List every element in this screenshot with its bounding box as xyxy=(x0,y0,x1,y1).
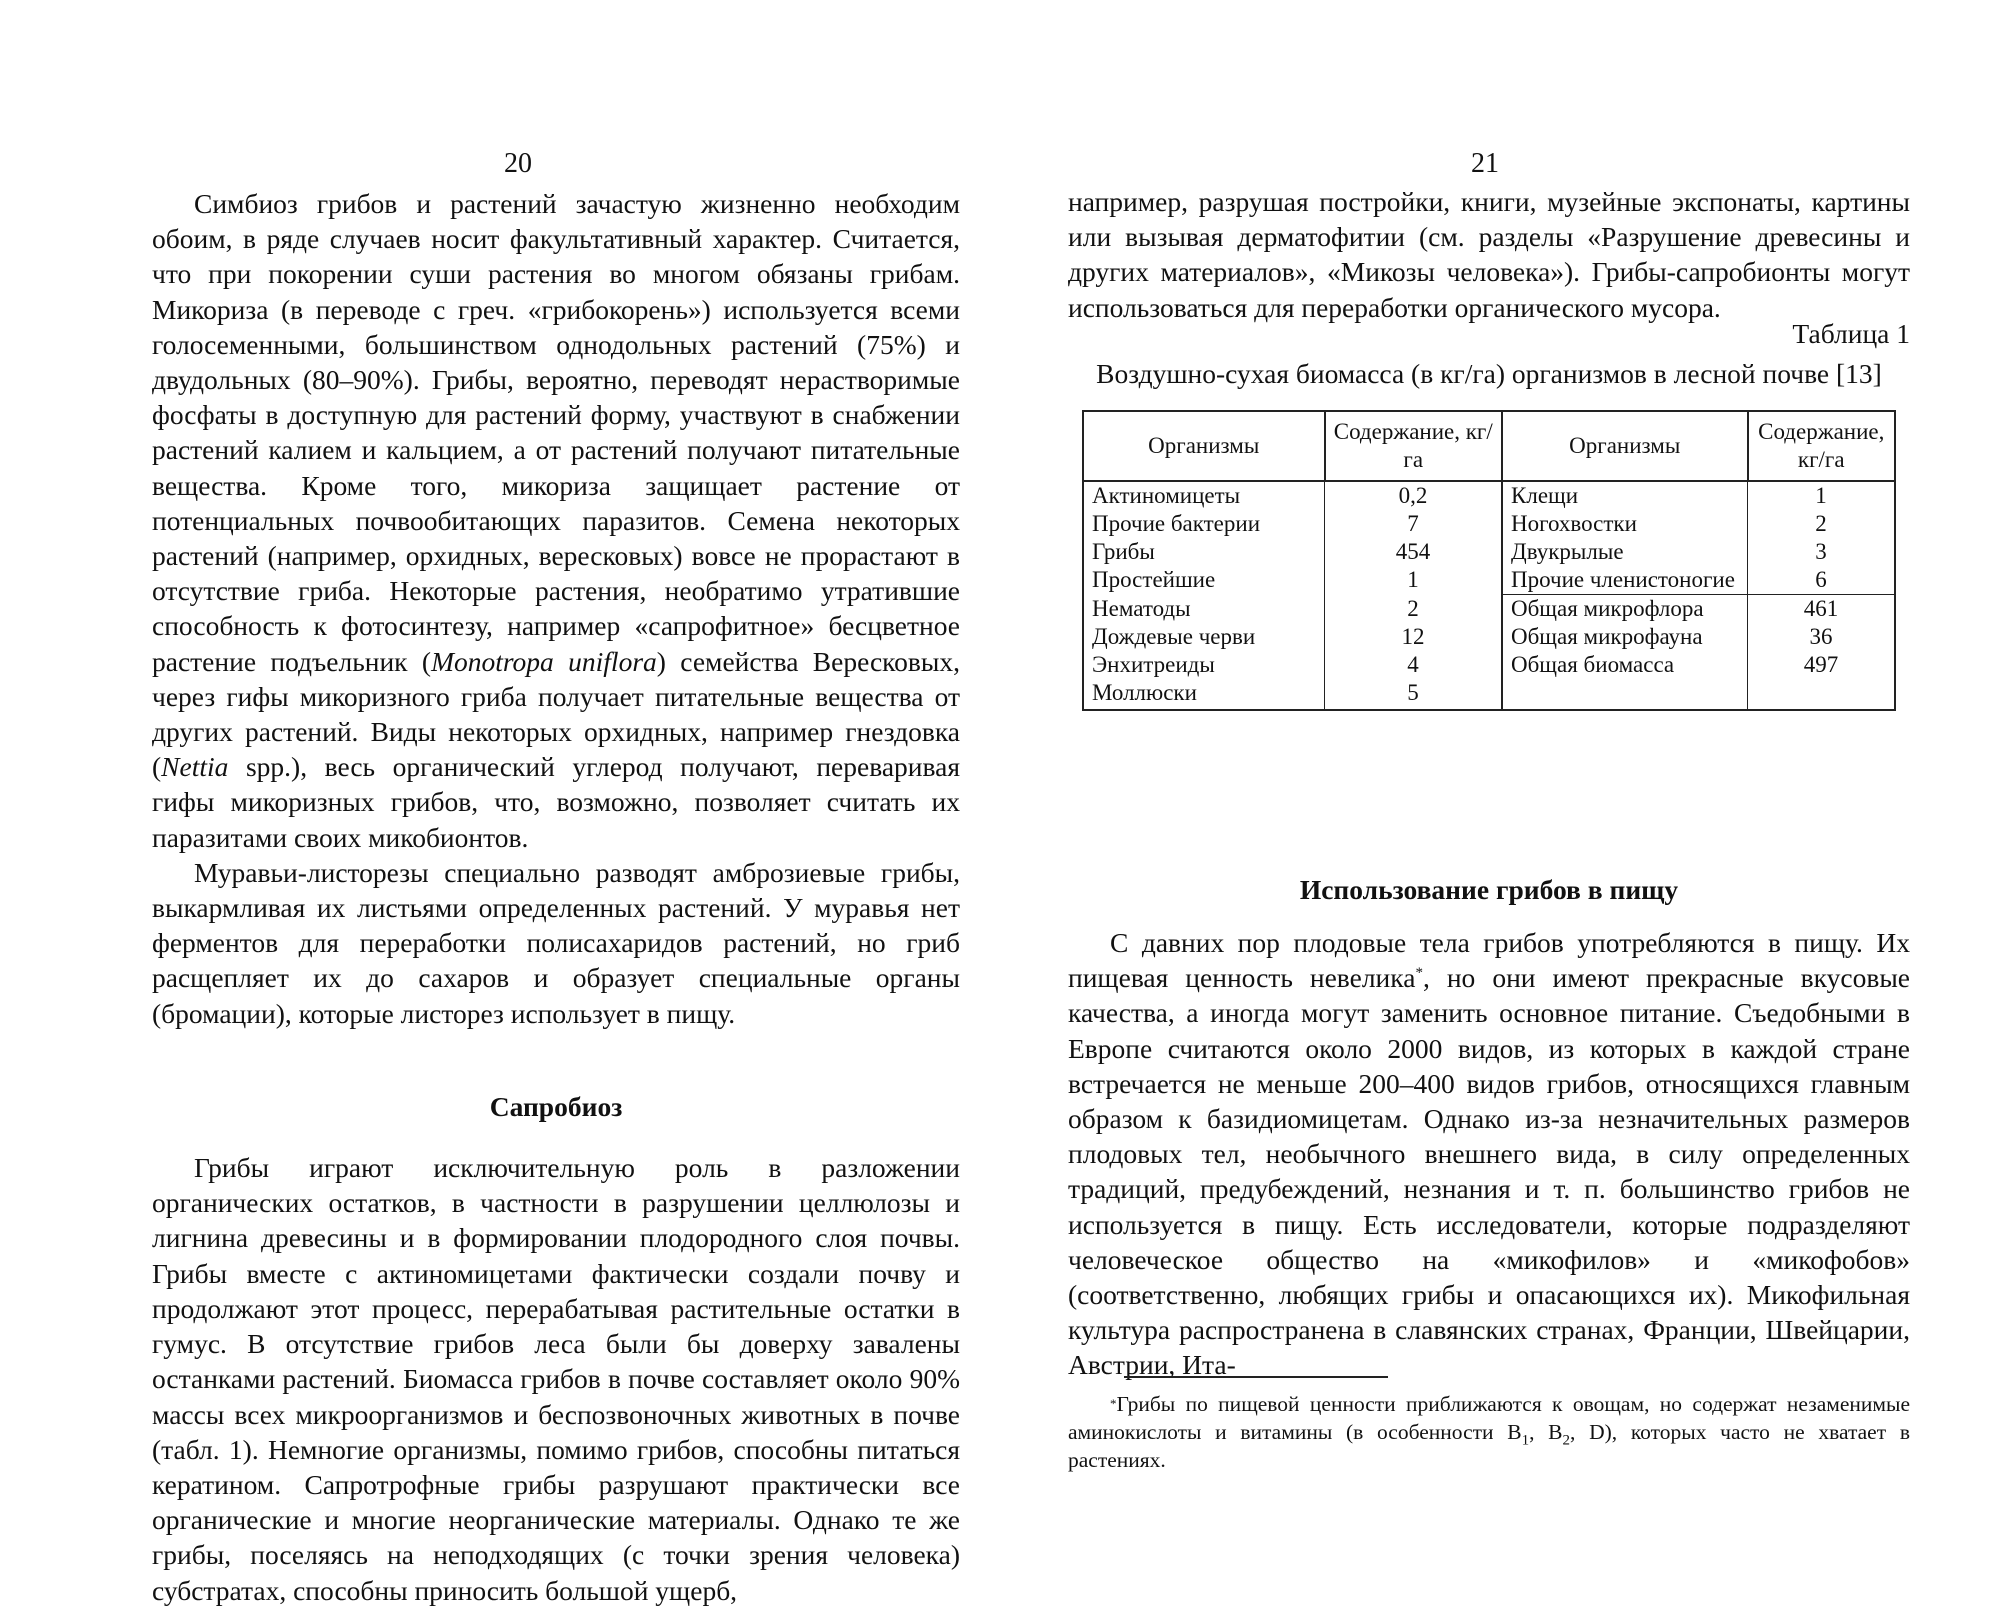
species-name: Monotropa uniflora xyxy=(431,645,657,677)
text-run: С давних пор плодовые тела грибов употребляются в пищу. Их пищевая ценность невелика xyxy=(1068,927,1910,994)
table-cell: Прочие членистоногие xyxy=(1502,566,1748,595)
table-cell: 3 xyxy=(1748,538,1896,566)
text-run: , B xyxy=(1529,1420,1563,1444)
table-cell: 5 xyxy=(1325,679,1503,710)
table-header-cell: Содержание, кг/га xyxy=(1748,411,1896,481)
table-cell: Дождевые черви xyxy=(1083,623,1325,651)
table-header-row xyxy=(1083,411,1895,481)
table-cell: 2 xyxy=(1325,595,1503,624)
table-cell: 12 xyxy=(1325,623,1503,651)
subscript: 2 xyxy=(1562,1432,1570,1449)
left-text-column xyxy=(152,186,960,1608)
section-heading-saprobiosis: Сапробиоз xyxy=(489,1090,623,1122)
table-cell: 461 xyxy=(1748,595,1896,624)
page-number: 20 xyxy=(504,148,532,179)
biomass-table xyxy=(1082,410,1896,711)
text-run: Симбиоз грибов и растений зачастую жизненно необходим обоим, в ряде случаев носит факультативный характер. Считается, что при покорении суши растения во многом обязаны грибам. Микориза (в переводе с греч. «грибокорень») используется всеми голосеменными, большинством однодольных растений (75%) и двудольных (80–90%). Грибы, вероятно, переводят нерастворимые фосфаты в доступную для растений форму, участвуют в снабжении растений калием и кальцием, а от растений получают питательные вещества. Кроме того, микориза защищает растение от потенциальных почвообитающих паразитов. Семена некоторых растений (например, орхидных, вересковых) вовсе не прорастают в отсутствие гриба. Некоторые растения, необратимо утратившие способность к фотосинтезу, например «сапрофитное» бесцветное растение подъельник ( xyxy=(152,188,960,677)
table-cell: 0,2 xyxy=(1325,481,1503,510)
table-cell: 454 xyxy=(1325,538,1503,566)
table-cell: Клещи xyxy=(1502,481,1748,510)
table-cell: Общая микрофлора xyxy=(1502,595,1748,624)
paragraph-saprobiosis: Грибы играют исключительную роль в разложении органических остатков, в частности в разрушении целлюлозы и лигнина древесины и в формировании плодородного слоя почвы. Грибы вместе с актиномицетами фактически создали почву и продолжают этот процесс, перерабатывая растительные остатки в гумус. В отсутствие грибов леса были бы доверху завалены останками растений. Биомасса грибов в почве составляет около 90% массы всех микроорганизмов и беспозвоночных животных в почве (табл. 1). Немногие организмы, помимо грибов, способны питаться кератином. Сапротрофные грибы разрушают практически все органические и многие неорганические материалы. Однако те же грибы, поселяясь на неподходящих (с точки зрения человека) субстратах, способны приносить большой ущерб, xyxy=(152,1152,960,1606)
table-cell: 1 xyxy=(1325,566,1503,595)
table-header-cell: Организмы xyxy=(1502,411,1748,481)
footnote-divider xyxy=(1124,1376,1388,1378)
table-cell: 6 xyxy=(1748,566,1896,595)
text-run: spp.), весь органический углерод получают, переваривая гифы микоризных грибов, что, возможно, позволяет считать их паразитами своих микобионтов. xyxy=(152,751,960,853)
table-row xyxy=(1083,679,1895,710)
table-cell: 7 xyxy=(1325,510,1503,538)
text-run: , но они имеют прекрасные вкусовые качества, а иногда могут заменить основное питание. Съедобными в Европе считаются около 2000 видов, из которых в каждой стране встречается не меньше 200–400 видов грибов, относящихся главным образом к базидиомицетам. Однако из-за незначительных размеров плодовых тел, необычного внешнего вида, в силу определенных традиций, предубеждений, незнания и т. п. большинство грибов не используется в пищу. Есть исследователи, которые подразделяют человеческое общество на «микофилов» и «микофобов» (соответственно, любящих грибы и опасающихся их). Микофильная культура распространена в славянских странах, Франции, Швейцарии, Австрии, Ита- xyxy=(1068,962,1910,1381)
table-row xyxy=(1083,651,1895,679)
paragraph-ants: Муравьи-листорезы специально разводят амброзиевые грибы, выкармливая их листьями определенных растений. У муравья нет ферментов для переработки полисахаридов растений, но гриб расщепляет их до сахаров и образует специальные органы (бромации), которые листорез использует в пищу. xyxy=(152,856,960,1029)
genus-name: Nettia xyxy=(161,751,229,783)
right-text-column-top xyxy=(1068,184,1910,325)
table-cell: Ногохвостки xyxy=(1502,510,1748,538)
table-label: Таблица 1 xyxy=(1792,318,1910,349)
table-cell: Общая биомасса xyxy=(1502,651,1748,679)
table-cell: 36 xyxy=(1748,623,1896,651)
text-run: ) семейства Вересковых, через гифы микоризного гриба получает питательные вещества от других растений. Виды некоторых орхидных, например гнездовка ( xyxy=(152,645,960,783)
text-run: Грибы по пищевой ценности приближаются к овощам, но содержат незаменимые аминокислоты и витамины (в особенности B xyxy=(1068,1392,1910,1444)
footnote-reference[interactable]: * xyxy=(1415,965,1423,982)
table-cell: Простейшие xyxy=(1083,566,1325,595)
table-cell xyxy=(1502,679,1748,710)
subscript: 1 xyxy=(1521,1432,1530,1449)
table-header-cell: Организмы xyxy=(1083,411,1325,481)
table-cell: 4 xyxy=(1325,651,1503,679)
table-cell: Прочие бактерии xyxy=(1083,510,1325,538)
table-cell: Актиномицеты xyxy=(1083,481,1325,510)
table-row xyxy=(1083,510,1895,538)
footnote-text xyxy=(1068,1390,1910,1474)
table-row xyxy=(1083,481,1895,510)
table-title: Воздушно-сухая биомасса (в кг/га) организмов в лесной почве [13] xyxy=(1096,358,1882,389)
table-cell: Грибы xyxy=(1083,538,1325,566)
table-cell: 497 xyxy=(1748,651,1896,679)
table-cell: Общая микрофауна xyxy=(1502,623,1748,651)
table-row xyxy=(1083,538,1895,566)
table-row xyxy=(1083,623,1895,651)
table-cell: 1 xyxy=(1748,481,1896,510)
table-cell: Двукрылые xyxy=(1502,538,1748,566)
footnote xyxy=(1068,1390,1910,1474)
page-number: 21 xyxy=(1471,148,1499,179)
table-cell: Нематоды xyxy=(1083,595,1325,624)
table-cell: 2 xyxy=(1748,510,1896,538)
right-text-column-bottom xyxy=(1068,925,1910,1383)
table-row xyxy=(1083,595,1895,624)
paragraph-symbiosis xyxy=(152,186,960,855)
paragraph-continuation: например, разрушая постройки, книги, музейные экспонаты, картины или вызывая дерматофитии (см. разделы «Разрушение древесины и других материалов», «Микозы человека»). Грибы-сапробионты могут использоваться для переработки органического мусора. xyxy=(1068,186,1910,323)
table-cell: Энхитреиды xyxy=(1083,651,1325,679)
paragraph-food xyxy=(1068,925,1910,1383)
section-heading-food: Использование грибов в пищу xyxy=(1299,874,1679,905)
table-header-cell: Содержание, кг/га xyxy=(1325,411,1503,481)
table-cell: Моллюски xyxy=(1083,679,1325,710)
text-run: , D), которых часто не хватает в растениях. xyxy=(1068,1420,1910,1472)
footnote-marker: * xyxy=(1110,1396,1117,1411)
table-row xyxy=(1083,566,1895,595)
table-cell xyxy=(1748,679,1896,710)
